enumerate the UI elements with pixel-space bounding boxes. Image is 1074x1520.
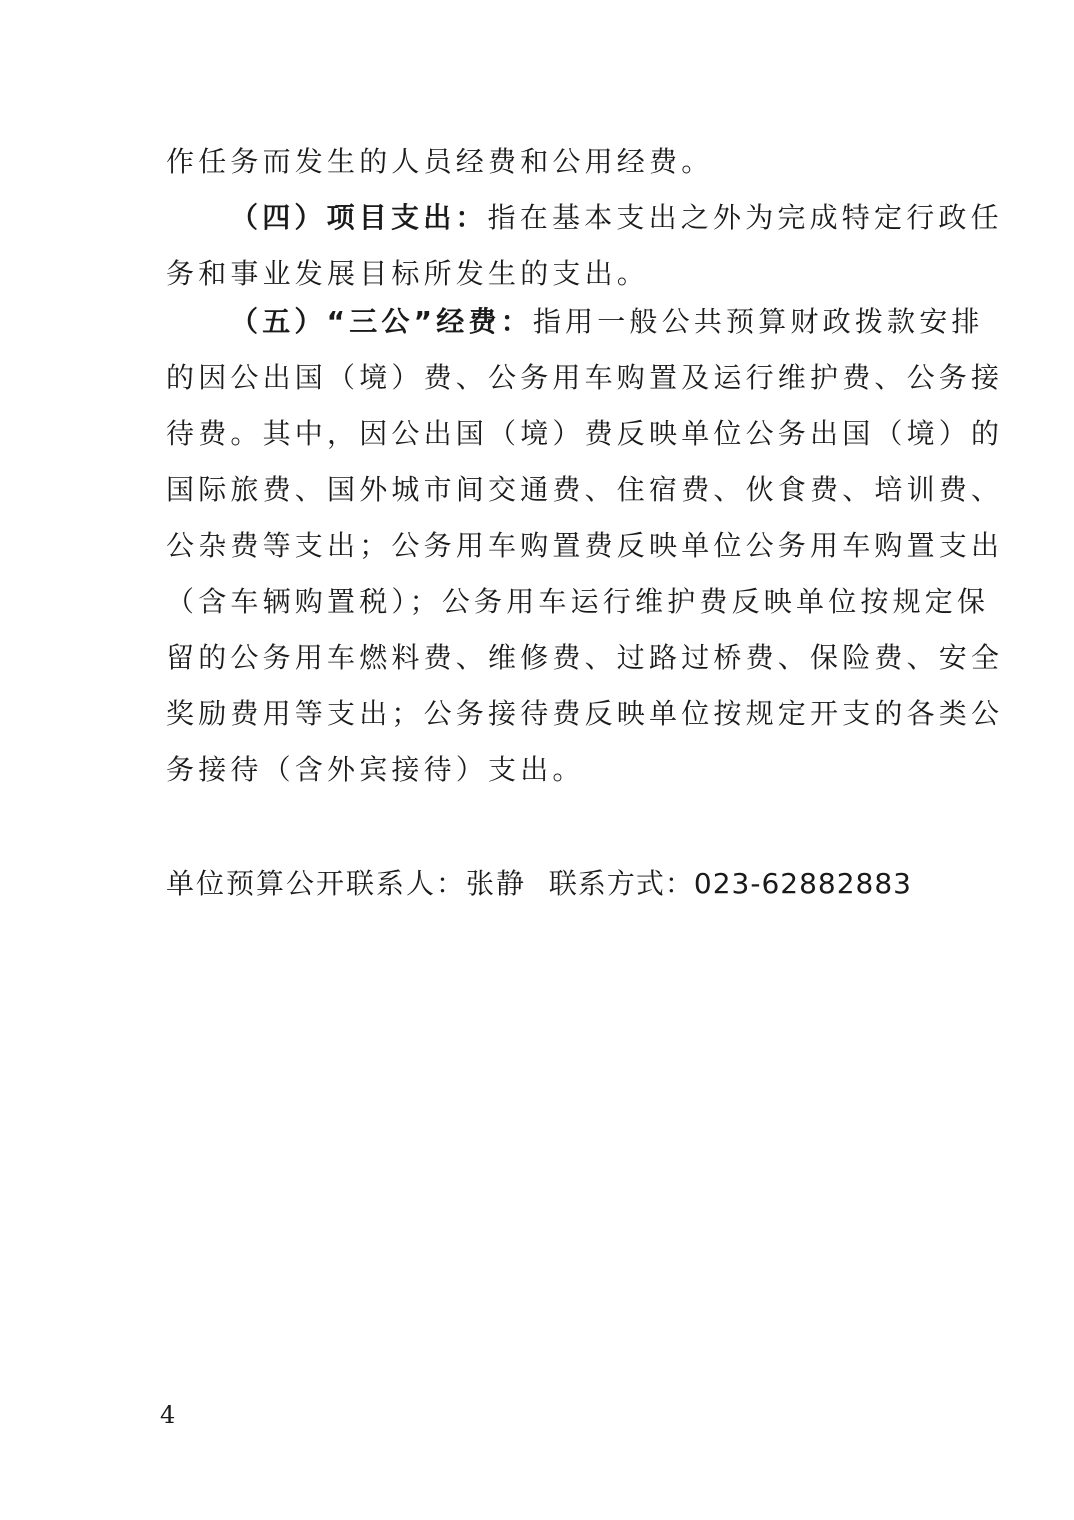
paragraph-line [230,198,1003,238]
paragraph-line [166,582,990,622]
paragraph-line [166,254,912,294]
line-text: 奖励费用等支出；公务接待费反映单位按规定开支的各类公 [166,697,1004,730]
line-text: 指用一般公共预算财政拨款安排 [532,305,984,338]
line-text: 务接待（含外宾接待）支出。 [166,753,585,786]
paragraph-line [166,414,1004,454]
paragraph-line [230,302,984,342]
paragraph-line [166,142,912,182]
line-text: 务和事业发展目标所发生的支出。 [166,257,650,290]
line-text: 指在基本支出之外为完成特定行政任 [487,201,1003,234]
line-text: 待费。其中，因公出国（境）费反映单位公务出国（境）的 [166,417,1004,450]
section-heading-4: （四）项目支出： [230,201,488,234]
paragraph-line [166,750,912,790]
paragraph-line [166,694,1004,734]
contact-person: 单位预算公开联系人：张静 [166,867,527,900]
line-text: 留的公务用车燃料费、维修费、过路过桥费、保险费、安全 [166,641,1004,674]
paragraph-line [166,470,1004,510]
line-text: 国际旅费、国外城市间交通费、住宿费、伙食费、培训费、 [166,473,1004,506]
line-text: 公杂费等支出；公务用车购置费反映单位公务用车购置支出 [166,529,1004,562]
line-text: 的因公出国（境）费、公务用车购置及运行维护费、公务接 [166,361,1004,394]
line-text: 作任务而发生的人员经费和公用经费。 [166,145,714,178]
paragraph-line [166,526,1004,566]
page-number: 4 [160,1401,176,1429]
line-text: （含车辆购置税）；公务用车运行维护费反映单位按规定保 [166,585,990,618]
contact-phone: 联系方式：023-62882883 [548,867,912,900]
paragraph-line [166,638,1004,678]
paragraph-line [166,358,1004,398]
section-heading-5: （五）“三公”经费： [230,305,533,338]
